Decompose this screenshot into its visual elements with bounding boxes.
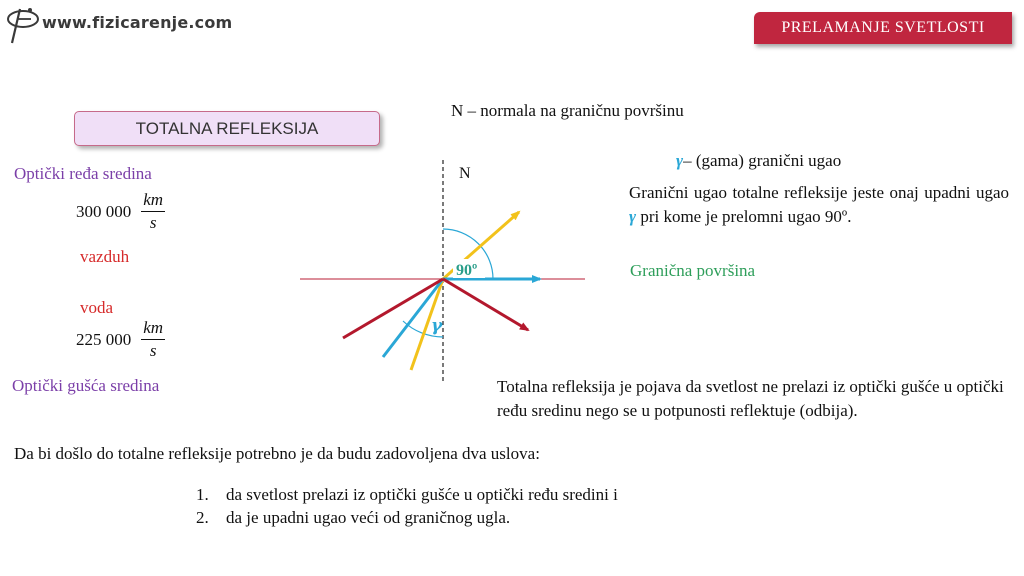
air-speed — [76, 190, 165, 233]
gamma-symbol: γ — [629, 207, 637, 226]
air-speed-value: 300 000 — [76, 201, 132, 221]
boundary-label: Granična površina — [630, 261, 756, 280]
critical-angle-definition: Granični ugao totalne refleksije jeste onaj upadni ugao γ pri kome je prelomni ugao 90º. — [629, 183, 1009, 226]
list-item: 2. da je upadni ugao veći od graničnog ugla. — [196, 508, 511, 527]
speed-unit: $\frac{km}{s}$ — [143, 190, 164, 232]
conditions-list — [196, 483, 618, 529]
normal-label: N — [459, 165, 471, 182]
water-speed — [76, 318, 165, 361]
gamma-caption — [676, 151, 841, 171]
red-reflected-ray — [443, 279, 528, 330]
air-label: vazduh — [80, 247, 130, 266]
gamma-caption-text: – (gama) granični ugao — [683, 151, 842, 170]
red-incident-ray — [343, 279, 443, 338]
rarer-medium-label: Optički ređa sredina — [14, 164, 152, 183]
list-item: 1. da svetlost prelazi iz optički gušće u optički ređu sredini i — [196, 485, 618, 504]
denser-medium-label: Optički gušća sredina — [12, 376, 160, 395]
topic-badge: PRELAMANJE SVETLOSTI — [754, 12, 1012, 44]
logo-icon — [6, 5, 40, 45]
conditions-intro: Da bi došlo do totalne refleksije potrebno je da budu zadovoljena dva uslova: — [14, 444, 540, 463]
page-title: TOTALNA REFLEKSIJA — [74, 111, 380, 146]
speed-unit: $\frac{km}{s}$ — [143, 318, 164, 360]
refraction-diagram — [300, 150, 600, 390]
site-name: www.fizicarenje.com — [42, 13, 233, 32]
water-label: voda — [80, 298, 114, 317]
normal-description: N – normala na graničnu površinu — [451, 101, 684, 120]
gamma-label: γ — [431, 316, 443, 336]
right-angle-label: 90º — [456, 262, 478, 279]
total-reflection-summary: Totalna refleksija je pojava da svetlost ne prelazi iz optički gušće u optički ređu sredinu nego se u potpunosti reflektuje (odbija). — [497, 377, 1004, 420]
gamma-symbol: γ — [676, 151, 684, 170]
water-speed-value: 225 000 — [76, 329, 132, 349]
